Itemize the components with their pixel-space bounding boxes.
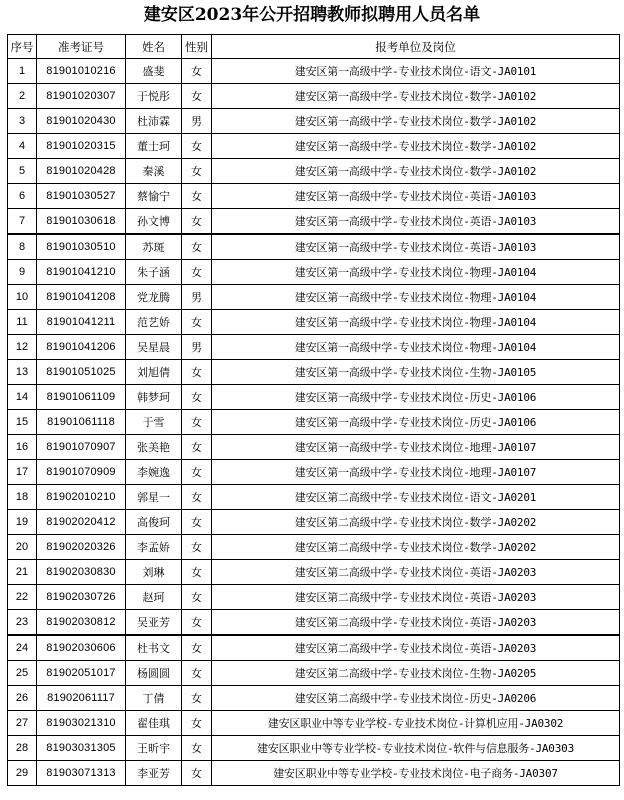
column-header-gender: 性别 <box>182 35 212 59</box>
gender-cell: 女 <box>182 510 212 535</box>
gender-cell: 女 <box>182 134 212 159</box>
row-number-cell: 11 <box>8 310 37 335</box>
candidate-name-cell: 郭星一 <box>126 485 182 510</box>
gender-cell: 女 <box>182 59 212 84</box>
candidate-name-cell: 韩梦珂 <box>126 385 182 410</box>
exam-id-cell: 81901061118 <box>37 410 126 435</box>
post-cell: 建安区第一高级中学-专业技术岗位-英语-JA0103 <box>212 184 620 209</box>
post-cell: 建安区职业中等专业学校-专业技术岗位-软件与信息服务-JA0303 <box>212 736 620 761</box>
candidate-name-cell: 朱子涵 <box>126 260 182 285</box>
exam-id-cell: 81903031305 <box>37 736 126 761</box>
page-title: 建安区2023年公开招聘教师拟聘用人员名单 <box>143 5 481 25</box>
row-number-cell: 10 <box>8 285 37 310</box>
gender-cell: 女 <box>182 84 212 109</box>
candidate-name-cell: 吴亚芳 <box>126 610 182 636</box>
candidate-name-cell: 张美艳 <box>126 435 182 460</box>
candidate-name-cell: 杨圆圆 <box>126 661 182 686</box>
row-number-cell: 6 <box>8 184 37 209</box>
post-cell: 建安区第一高级中学-专业技术岗位-物理-JA0104 <box>212 285 620 310</box>
row-number-cell: 2 <box>8 84 37 109</box>
table-row <box>8 585 620 610</box>
row-number-cell: 20 <box>8 535 37 560</box>
exam-id-cell: 81902061117 <box>37 686 126 711</box>
table-row <box>8 260 620 285</box>
exam-id-cell: 81902030830 <box>37 560 126 585</box>
post-cell: 建安区第一高级中学-专业技术岗位-历史-JA0106 <box>212 385 620 410</box>
candidate-name-cell: 杜沛霖 <box>126 109 182 134</box>
candidate-name-cell: 于雪 <box>126 410 182 435</box>
row-number-cell: 27 <box>8 711 37 736</box>
table-row <box>8 686 620 711</box>
table-row <box>8 736 620 761</box>
exam-id-cell: 81901041211 <box>37 310 126 335</box>
row-number-cell: 22 <box>8 585 37 610</box>
gender-cell: 女 <box>182 410 212 435</box>
candidate-name-cell: 刘琳 <box>126 560 182 585</box>
table-row <box>8 234 620 260</box>
candidate-name-cell: 丁倩 <box>126 686 182 711</box>
hiring-list-table <box>7 34 620 786</box>
table-row <box>8 109 620 134</box>
table-row <box>8 610 620 636</box>
exam-id-cell: 81901030527 <box>37 184 126 209</box>
exam-id-cell: 81901051025 <box>37 360 126 385</box>
post-cell: 建安区第二高级中学-专业技术岗位-生物-JA0205 <box>212 661 620 686</box>
row-number-cell: 4 <box>8 134 37 159</box>
gender-cell: 男 <box>182 335 212 360</box>
candidate-name-cell: 苏斑 <box>126 234 182 260</box>
post-cell: 建安区第一高级中学-专业技术岗位-英语-JA0103 <box>212 234 620 260</box>
table-row <box>8 385 620 410</box>
exam-id-cell: 81901020307 <box>37 84 126 109</box>
exam-id-cell: 81902030812 <box>37 610 126 636</box>
candidate-name-cell: 范艺娇 <box>126 310 182 335</box>
exam-id-cell: 81901041206 <box>37 335 126 360</box>
table-row <box>8 59 620 84</box>
column-header-no: 序号 <box>8 35 37 59</box>
gender-cell: 女 <box>182 560 212 585</box>
post-cell: 建安区第一高级中学-专业技术岗位-历史-JA0106 <box>212 410 620 435</box>
exam-id-cell: 81902030606 <box>37 635 126 661</box>
candidate-name-cell: 高俊珂 <box>126 510 182 535</box>
gender-cell: 女 <box>182 260 212 285</box>
table-row <box>8 460 620 485</box>
column-header-post: 报考单位及岗位 <box>212 35 620 59</box>
exam-id-cell: 81902020326 <box>37 535 126 560</box>
gender-cell: 女 <box>182 435 212 460</box>
exam-id-cell: 81901030510 <box>37 234 126 260</box>
row-number-cell: 26 <box>8 686 37 711</box>
gender-cell: 女 <box>182 610 212 636</box>
post-cell: 建安区第一高级中学-专业技术岗位-物理-JA0104 <box>212 335 620 360</box>
post-cell: 建安区第二高级中学-专业技术岗位-历史-JA0206 <box>212 686 620 711</box>
row-number-cell: 13 <box>8 360 37 385</box>
exam-id-cell: 81902020412 <box>37 510 126 535</box>
row-number-cell: 1 <box>8 59 37 84</box>
candidate-name-cell: 董士珂 <box>126 134 182 159</box>
table-row <box>8 485 620 510</box>
post-cell: 建安区第二高级中学-专业技术岗位-英语-JA0203 <box>212 560 620 585</box>
gender-cell: 女 <box>182 209 212 235</box>
table-row <box>8 184 620 209</box>
exam-id-cell: 81901020430 <box>37 109 126 134</box>
candidate-name-cell: 李孟娇 <box>126 535 182 560</box>
table-row <box>8 360 620 385</box>
row-number-cell: 14 <box>8 385 37 410</box>
post-cell: 建安区职业中等专业学校-专业技术岗位-电子商务-JA0307 <box>212 761 620 786</box>
table-row <box>8 761 620 786</box>
post-cell: 建安区第一高级中学-专业技术岗位-数学-JA0102 <box>212 134 620 159</box>
exam-id-cell: 81901020428 <box>37 159 126 184</box>
gender-cell: 女 <box>182 385 212 410</box>
post-cell: 建安区第一高级中学-专业技术岗位-数学-JA0102 <box>212 159 620 184</box>
candidate-name-cell: 翟佳琪 <box>126 711 182 736</box>
row-number-cell: 23 <box>8 610 37 636</box>
gender-cell: 女 <box>182 310 212 335</box>
table-row <box>8 134 620 159</box>
gender-cell: 女 <box>182 661 212 686</box>
exam-id-cell: 81901061109 <box>37 385 126 410</box>
exam-id-cell: 81901070909 <box>37 460 126 485</box>
column-header-id: 准考证号 <box>37 35 126 59</box>
row-number-cell: 21 <box>8 560 37 585</box>
post-cell: 建安区第一高级中学-专业技术岗位-数学-JA0102 <box>212 84 620 109</box>
exam-id-cell: 81901070907 <box>37 435 126 460</box>
exam-id-cell: 81901010216 <box>37 59 126 84</box>
post-cell: 建安区第一高级中学-专业技术岗位-数学-JA0102 <box>212 109 620 134</box>
table-row <box>8 560 620 585</box>
exam-id-cell: 81902010210 <box>37 485 126 510</box>
gender-cell: 女 <box>182 686 212 711</box>
post-cell: 建安区第二高级中学-专业技术岗位-英语-JA0203 <box>212 610 620 636</box>
gender-cell: 女 <box>182 761 212 786</box>
table-row <box>8 661 620 686</box>
post-cell: 建安区第二高级中学-专业技术岗位-英语-JA0203 <box>212 635 620 661</box>
table-row <box>8 335 620 360</box>
table-row <box>8 535 620 560</box>
gender-cell: 女 <box>182 460 212 485</box>
row-number-cell: 9 <box>8 260 37 285</box>
gender-cell: 女 <box>182 159 212 184</box>
candidate-name-cell: 李亚芳 <box>126 761 182 786</box>
post-cell: 建安区第一高级中学-专业技术岗位-生物-JA0105 <box>212 360 620 385</box>
exam-id-cell: 81901020315 <box>37 134 126 159</box>
gender-cell: 女 <box>182 635 212 661</box>
table-header-row <box>8 35 620 59</box>
row-number-cell: 25 <box>8 661 37 686</box>
row-number-cell: 29 <box>8 761 37 786</box>
exam-id-cell: 81901030618 <box>37 209 126 235</box>
table-row <box>8 711 620 736</box>
row-number-cell: 3 <box>8 109 37 134</box>
row-number-cell: 7 <box>8 209 37 235</box>
post-cell: 建安区第一高级中学-专业技术岗位-物理-JA0104 <box>212 310 620 335</box>
gender-cell: 女 <box>182 184 212 209</box>
exam-id-cell: 81903071313 <box>37 761 126 786</box>
table-row <box>8 310 620 335</box>
table-body <box>8 59 620 786</box>
row-number-cell: 5 <box>8 159 37 184</box>
column-header-name: 姓名 <box>126 35 182 59</box>
candidate-name-cell: 刘旭倩 <box>126 360 182 385</box>
exam-id-cell: 81902051017 <box>37 661 126 686</box>
row-number-cell: 19 <box>8 510 37 535</box>
candidate-name-cell: 蔡愉宁 <box>126 184 182 209</box>
row-number-cell: 15 <box>8 410 37 435</box>
post-cell: 建安区第二高级中学-专业技术岗位-英语-JA0203 <box>212 585 620 610</box>
row-number-cell: 18 <box>8 485 37 510</box>
row-number-cell: 8 <box>8 234 37 260</box>
post-cell: 建安区第二高级中学-专业技术岗位-数学-JA0202 <box>212 510 620 535</box>
exam-id-cell: 81903021310 <box>37 711 126 736</box>
table-row <box>8 635 620 661</box>
candidate-name-cell: 党龙腾 <box>126 285 182 310</box>
post-cell: 建安区第一高级中学-专业技术岗位-语文-JA0101 <box>212 59 620 84</box>
post-cell: 建安区职业中等专业学校-专业技术岗位-计算机应用-JA0302 <box>212 711 620 736</box>
row-number-cell: 24 <box>8 635 37 661</box>
gender-cell: 女 <box>182 711 212 736</box>
candidate-name-cell: 杜书文 <box>126 635 182 661</box>
post-cell: 建安区第一高级中学-专业技术岗位-物理-JA0104 <box>212 260 620 285</box>
table-row <box>8 159 620 184</box>
candidate-name-cell: 吴星晨 <box>126 335 182 360</box>
exam-id-cell: 81902030726 <box>37 585 126 610</box>
gender-cell: 女 <box>182 485 212 510</box>
gender-cell: 女 <box>182 585 212 610</box>
post-cell: 建安区第二高级中学-专业技术岗位-数学-JA0202 <box>212 535 620 560</box>
exam-id-cell: 81901041208 <box>37 285 126 310</box>
gender-cell: 男 <box>182 109 212 134</box>
candidate-name-cell: 于悦彤 <box>126 84 182 109</box>
row-number-cell: 12 <box>8 335 37 360</box>
post-cell: 建安区第一高级中学-专业技术岗位-英语-JA0103 <box>212 209 620 235</box>
table-row <box>8 410 620 435</box>
table-row <box>8 510 620 535</box>
table-row <box>8 435 620 460</box>
gender-cell: 女 <box>182 360 212 385</box>
gender-cell: 女 <box>182 736 212 761</box>
exam-id-cell: 81901041210 <box>37 260 126 285</box>
row-number-cell: 16 <box>8 435 37 460</box>
candidate-name-cell: 孙文博 <box>126 209 182 235</box>
candidate-name-cell: 赵珂 <box>126 585 182 610</box>
candidate-name-cell: 秦溪 <box>126 159 182 184</box>
gender-cell: 女 <box>182 234 212 260</box>
gender-cell: 女 <box>182 535 212 560</box>
candidate-name-cell: 王昕宇 <box>126 736 182 761</box>
candidate-name-cell: 盛斐 <box>126 59 182 84</box>
candidate-name-cell: 李婉逸 <box>126 460 182 485</box>
table-row <box>8 285 620 310</box>
row-number-cell: 17 <box>8 460 37 485</box>
post-cell: 建安区第二高级中学-专业技术岗位-语文-JA0201 <box>212 485 620 510</box>
post-cell: 建安区第一高级中学-专业技术岗位-地理-JA0107 <box>212 435 620 460</box>
gender-cell: 男 <box>182 285 212 310</box>
table-row <box>8 209 620 235</box>
post-cell: 建安区第一高级中学-专业技术岗位-地理-JA0107 <box>212 460 620 485</box>
table-row <box>8 84 620 109</box>
row-number-cell: 28 <box>8 736 37 761</box>
